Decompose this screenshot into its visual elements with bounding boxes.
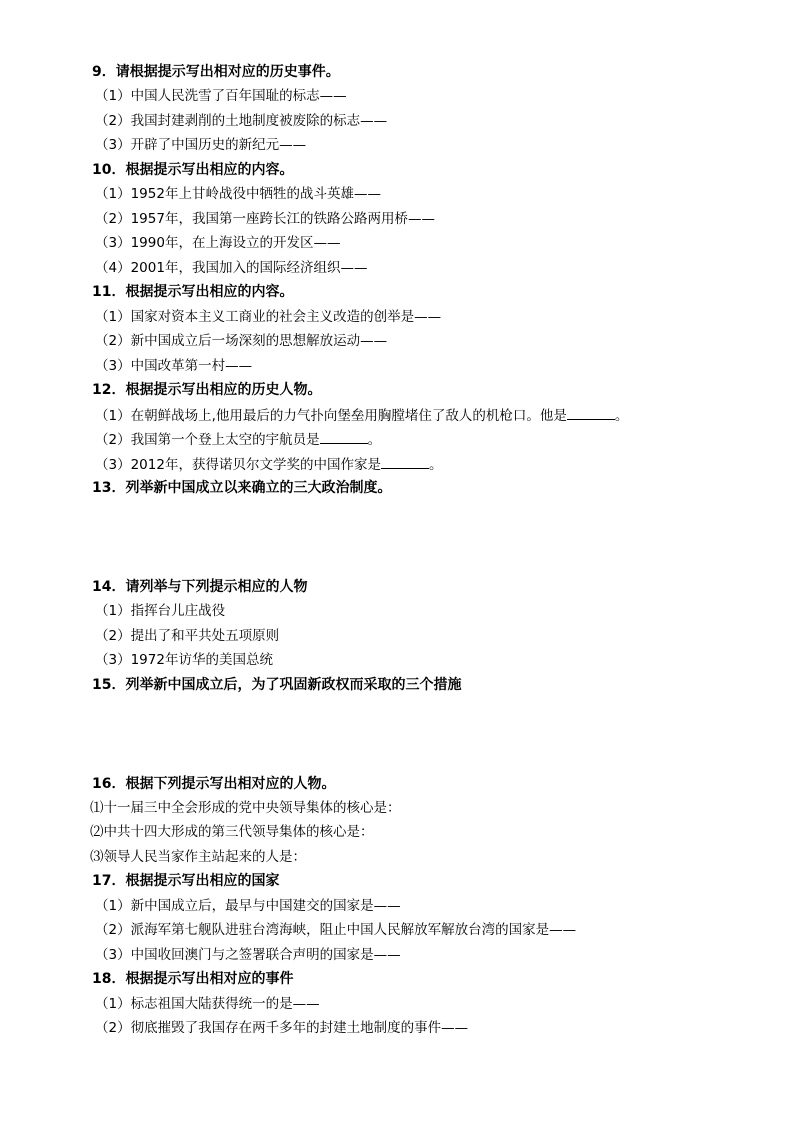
answer-blank[interactable]: [320, 429, 368, 444]
question-item: [95, 454, 442, 475]
question-item: （2）派海军第七舰队进驻台湾海峡，阻止中国人民解放军解放台湾的国家是——: [95, 922, 577, 938]
question-item: （3）1990年，在上海设立的开发区——: [95, 235, 341, 251]
answer-blank[interactable]: [567, 405, 615, 420]
question-title: 11．根据提示写出相应的内容。: [92, 284, 294, 300]
question-item: （3）开辟了中国历史的新纪元——: [95, 137, 307, 153]
question-title: 12．根据提示写出相应的历史人物。: [92, 382, 322, 398]
question-title: 14．请列举与下列提示相应的人物: [92, 579, 308, 595]
question-item: ⑴十一届三中全会形成的党中央领导集体的核心是：: [90, 800, 401, 816]
question-item: [95, 429, 381, 450]
question-item: （3）1972年访华的美国总统: [95, 652, 273, 668]
question-title: 17．根据提示写出相应的国家: [92, 873, 280, 889]
question-item: （1）国家对资本主义工商业的社会主义改造的创举是——: [95, 309, 442, 325]
question-title: 18．根据提示写出相对应的事件: [92, 971, 294, 987]
question-item: （1）新中国成立后，最早与中国建交的国家是——: [95, 898, 401, 914]
item-text: （3）2012年，获得诺贝尔文学奖的中国作家是: [95, 457, 381, 473]
question-item: [95, 405, 628, 426]
question-item: （3）中国改革第一村——: [95, 358, 253, 374]
question-item: ⑶领导人民当家作主站起来的人是：: [90, 849, 306, 865]
question-item: （4）2001年，我国加入的国际经济组织——: [95, 260, 368, 276]
question-item: （1）中国人民洗雪了百年国耻的标志——: [95, 88, 347, 104]
item-end: 。: [428, 457, 443, 473]
question-item: ⑵中共十四大形成的第三代领导集体的核心是：: [90, 824, 374, 840]
question-title: 16．根据下列提示写出相对应的人物。: [92, 776, 336, 792]
question-item: （2）我国封建剥削的土地制度被废除的标志——: [95, 113, 388, 129]
item-end: 。: [614, 408, 629, 424]
question-item: （2）新中国成立后一场深刻的思想解放运动——: [95, 333, 388, 349]
question-item: （3）中国收回澳门与之签署联合声明的国家是——: [95, 947, 401, 963]
question-title: 15．列举新中国成立后，为了巩固新政权而采取的三个措施: [92, 677, 462, 693]
question-item: （2）1957年，我国第一座跨长江的铁路公路两用桥——: [95, 211, 435, 227]
question-item: （1）1952年上甘岭战役中牺牲的战斗英雄——: [95, 186, 381, 202]
question-item: （2）彻底摧毁了我国存在两千多年的封建土地制度的事件——: [95, 1020, 469, 1036]
item-end: 。: [367, 432, 382, 448]
item-text: （2）我国第一个登上太空的宇航员是: [95, 432, 320, 448]
item-text: （1）在朝鲜战场上,他用最后的力气扑向堡垒用胸膛堵住了敌人的机枪口。他是: [95, 408, 567, 424]
question-item: （2）提出了和平共处五项原则: [95, 628, 280, 644]
question-item: （1）指挥台儿庄战役: [95, 603, 226, 619]
question-title: 9．请根据提示写出相对应的历史事件。: [92, 64, 340, 80]
question-item: （1）标志祖国大陆获得统一的是——: [95, 996, 320, 1012]
answer-blank[interactable]: [381, 454, 429, 469]
question-title: 13．列举新中国成立以来确立的三大政治制度。: [92, 480, 392, 496]
question-title: 10．根据提示写出相应的内容。: [92, 162, 294, 178]
